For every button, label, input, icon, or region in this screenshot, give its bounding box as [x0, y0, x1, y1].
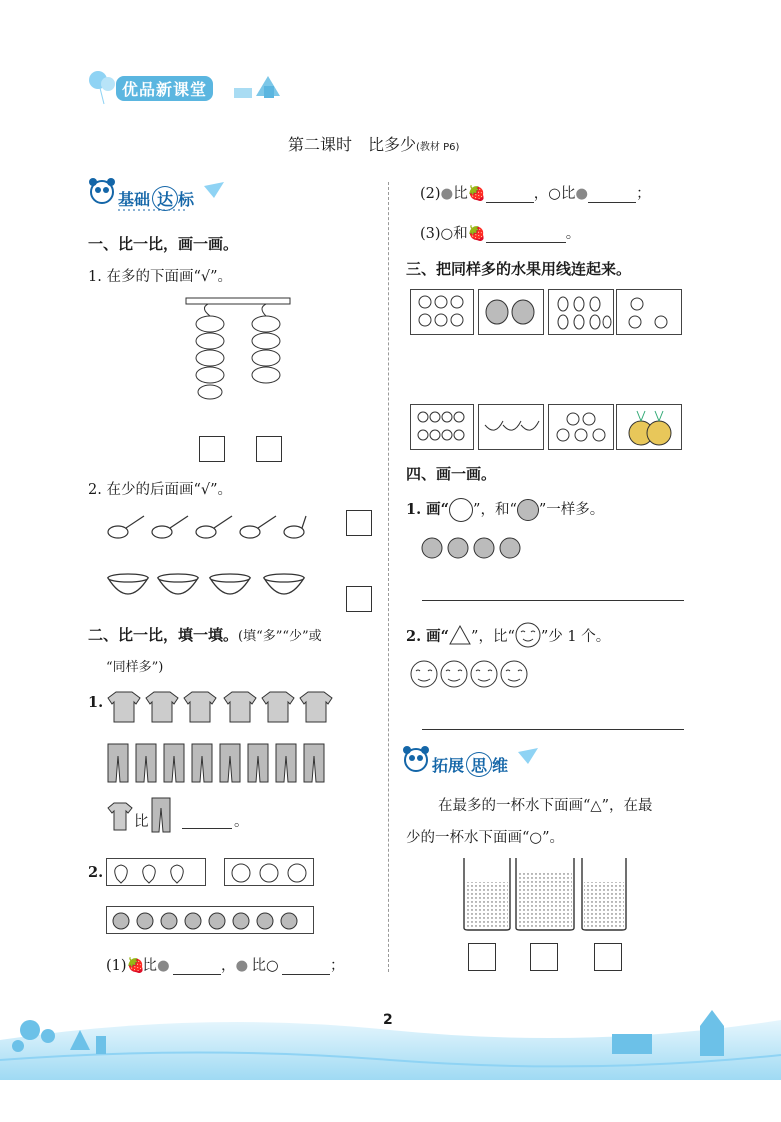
peach-group — [224, 858, 314, 886]
apples-row-4 — [420, 534, 530, 560]
strawberry-icons — [107, 859, 205, 885]
section-basic-label-a: 基础 — [118, 190, 151, 209]
sub3-prefix: (3) — [420, 226, 441, 242]
answer-box-lanterns-right[interactable] — [256, 436, 282, 462]
section-badge-extend — [402, 742, 542, 782]
sub2-end: ； — [636, 186, 651, 202]
smiley-faces-row — [410, 660, 540, 690]
sub1-blank2[interactable] — [282, 958, 330, 975]
apple-small-icon-4: ● — [575, 186, 589, 202]
part2-q1-end: 。 — [234, 814, 249, 830]
pineapples-icon — [617, 405, 681, 449]
part2-q2-sub2 — [420, 182, 651, 203]
part4-q1-a: 1. 画“ — [406, 501, 450, 518]
fruit-box-bottom-strawberries[interactable] — [410, 404, 474, 450]
triangle-shape-icon — [449, 625, 471, 649]
sub1-bi2: 比 — [251, 958, 267, 974]
part4-q1-c: ”一样多。 — [538, 502, 605, 518]
part2-hint-a: (填“多”“少”或 — [238, 629, 322, 644]
apple-small-icon-3: ● — [440, 186, 454, 202]
part2-q1-num: 1. — [88, 694, 104, 711]
sub2-bi1: 比 — [453, 186, 468, 202]
fruit-box-top-apples[interactable] — [410, 289, 474, 335]
brand-text: 优品新课堂 — [116, 76, 213, 101]
sub1-blank1[interactable] — [173, 958, 221, 975]
answer-box-cup-3[interactable] — [594, 943, 622, 971]
answer-line-1[interactable] — [422, 600, 684, 601]
sub2-bi2: 比 — [560, 186, 576, 202]
extend-text-2: 少的一杯水下面画“○”。 — [406, 830, 564, 846]
pears-icon — [549, 290, 613, 334]
pants-icon — [150, 796, 174, 832]
strawberry-small-icon-3: 🍓 — [467, 226, 486, 242]
strawberry-small-icon: 🍓 — [126, 958, 145, 974]
fruit-box-top-pears[interactable] — [548, 289, 614, 335]
footer-banner — [0, 990, 781, 1080]
lanterns-illustration — [186, 296, 292, 408]
strawberry-small-icon-2: 🍓 — [467, 186, 486, 202]
bananas-icon — [479, 405, 543, 449]
part4-q2-a: 2. 画“ — [406, 628, 450, 645]
page-number: 2 — [383, 1012, 393, 1028]
peach-small-icon: ○ — [266, 958, 279, 974]
answer-box-cup-1[interactable] — [468, 943, 496, 971]
bowls-illustration — [106, 570, 306, 612]
page-title — [288, 132, 459, 155]
extend-text-1: 在最多的一杯水下面画“△”，在最 — [438, 798, 653, 814]
answer-box-spoons[interactable] — [346, 510, 372, 536]
apple-small-icon-2: ● — [235, 958, 249, 974]
part3-heading: 三、把同样多的水果用线连起来。 — [406, 260, 632, 278]
spoons-illustration — [106, 512, 316, 542]
section-basic-label-c: 标 — [178, 190, 195, 209]
part1-q1: 1. 在多的下面画“√”。 — [88, 269, 233, 285]
section-extend-label-b: 思 — [466, 752, 492, 777]
sub2-blank2[interactable] — [588, 186, 636, 203]
part2-q2-sub1-prefix: (1) — [106, 958, 127, 974]
smiley-face-icon — [515, 622, 541, 652]
strawberry-group — [106, 858, 206, 886]
fruit-box-bottom-bananas[interactable] — [478, 404, 544, 450]
shirt-icon — [106, 800, 136, 832]
part2-heading-line — [88, 624, 322, 645]
answer-line-2[interactable] — [422, 729, 684, 730]
section-basic-label-b: 达 — [152, 186, 178, 211]
paper-plane-icon-2 — [402, 742, 542, 782]
part2-q2-sub3 — [420, 222, 580, 243]
apple-outline-icon — [517, 499, 539, 521]
apple-small-icon: ● — [157, 958, 170, 974]
answer-box-lanterns-left[interactable] — [199, 436, 225, 462]
sub1-sep: ， — [221, 958, 236, 974]
sub2-prefix: (2) — [420, 186, 441, 202]
answer-box-cup-2[interactable] — [530, 943, 558, 971]
part4-heading: 四、画一画。 — [406, 465, 497, 483]
peach-small-icon-2: ○ — [548, 186, 561, 202]
sub3-blank[interactable] — [486, 226, 566, 243]
fruit-box-top-peaches[interactable] — [616, 289, 682, 335]
water-cups-illustration — [462, 856, 632, 932]
apple-group — [106, 906, 314, 934]
lesson-title: 第二课时 比多少 — [288, 135, 417, 154]
peaches-icon — [617, 290, 681, 334]
watermelons-icon — [479, 290, 543, 334]
fruit-box-bottom-oranges[interactable] — [548, 404, 614, 450]
part1-heading: 一、比一比，画一画。 — [88, 235, 239, 253]
circle-shape-icon — [449, 498, 473, 522]
pants-illustration — [106, 742, 336, 784]
column-divider — [388, 182, 389, 972]
part2-heading: 二、比一比，填一填。 — [88, 626, 239, 644]
brand-logo — [88, 66, 288, 106]
part2-hint-b: “同样多”) — [106, 660, 164, 675]
sub1-bi1: 比 — [142, 958, 158, 974]
section-extend-label-a: 拓展 — [432, 756, 465, 775]
paper-plane-icon — [88, 176, 228, 216]
oranges-icon — [549, 405, 613, 449]
part2-q2-sub1 — [106, 954, 345, 975]
fruit-box-top-watermelons[interactable] — [478, 289, 544, 335]
sub1-end: ； — [330, 958, 345, 974]
part1-q2: 2. 在少的后面画“√”。 — [88, 482, 233, 498]
sub2-blank1[interactable] — [486, 186, 534, 203]
shirts-illustration — [106, 690, 336, 726]
part4-q1 — [406, 498, 604, 522]
part4-q2-c: ”少 1 个。 — [540, 629, 611, 645]
part4-q1-b: ”，和“ — [473, 502, 517, 518]
part4-q2 — [406, 622, 610, 652]
lesson-ref: (教材 P6) — [416, 142, 460, 153]
sub3-he: 和 — [453, 226, 468, 242]
peach-icons — [225, 859, 313, 885]
peach-small-icon-3: ○ — [440, 226, 454, 242]
apple-icons — [107, 907, 313, 933]
part4-q2-b: ”，比“ — [471, 629, 515, 645]
sub2-sep: ， — [533, 186, 549, 202]
part2-q1-answer-blank[interactable] — [182, 810, 232, 829]
part2-q1-compare: 比 — [134, 814, 149, 830]
section-extend-label-c: 维 — [492, 756, 509, 775]
part2-q1-compare-line — [106, 800, 266, 836]
strawberries-icon — [411, 405, 473, 449]
section-badge-basic — [88, 176, 228, 216]
fruit-box-bottom-pineapples[interactable] — [616, 404, 682, 450]
part2-q2-num: 2. — [88, 864, 104, 881]
sub3-end: 。 — [565, 226, 581, 242]
answer-box-bowls[interactable] — [346, 586, 372, 612]
apples-6-icon — [411, 290, 473, 334]
